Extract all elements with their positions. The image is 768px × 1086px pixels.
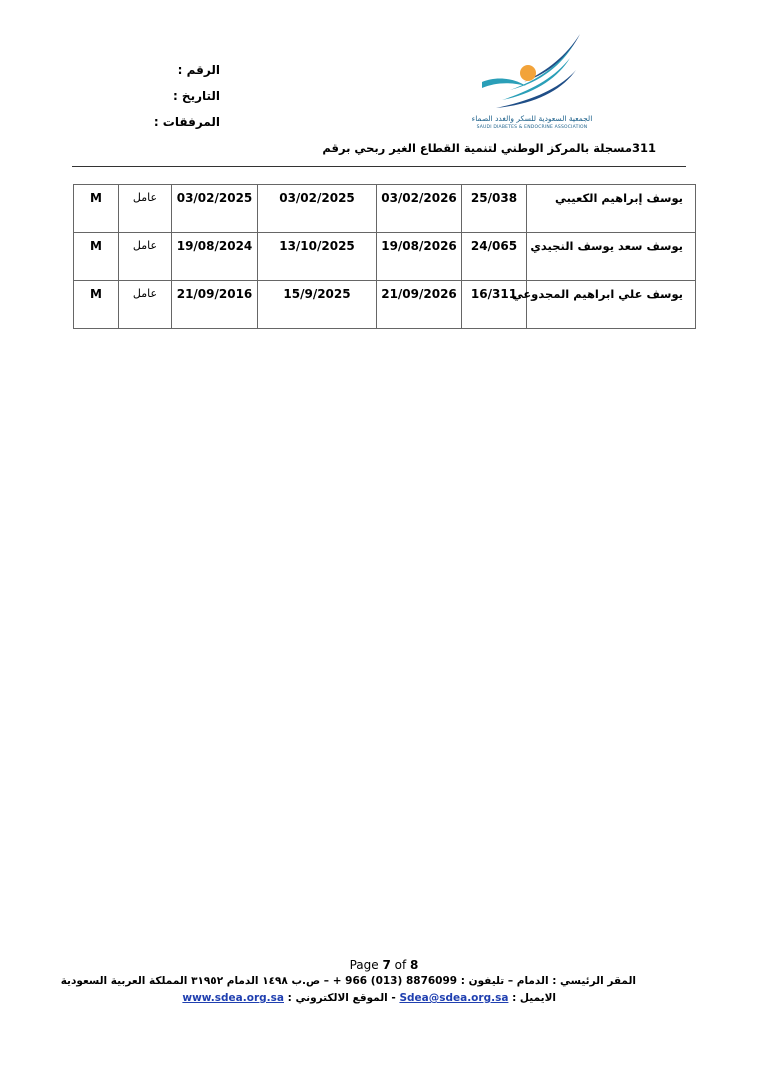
date-label: التاريخ :: [172, 89, 220, 103]
website-link[interactable]: www.sdea.org.sa: [182, 992, 284, 1004]
page-total: 8: [410, 958, 419, 972]
table-row: [74, 233, 696, 281]
footer-contact: [182, 992, 556, 1004]
website-label: الموقع الالكتروني :: [287, 992, 388, 1004]
date-cell: 03/02/2025: [258, 185, 377, 233]
table-row: [74, 185, 696, 233]
date-cell: 21/09/2026: [377, 281, 462, 329]
email-label: الايميل :: [512, 992, 556, 1004]
date-cell: 03/02/2025: [172, 185, 258, 233]
date-cell: 13/10/2025: [258, 233, 377, 281]
gender-cell: M: [74, 233, 119, 281]
association-logo: [462, 30, 602, 134]
email-link[interactable]: Sdea@sdea.org.sa: [399, 992, 509, 1004]
date-cell: 03/02/2026: [377, 185, 462, 233]
logo-arabic-text: الجمعية السعودية للسكر والغدد الصماء: [471, 114, 593, 123]
reference-number-label: الرقم :: [177, 63, 220, 77]
member-name-cell: يوسف علي ابراهيم المجدوعي: [527, 281, 696, 329]
table-row: [74, 281, 696, 329]
gender-cell: M: [74, 185, 119, 233]
header-divider: [72, 166, 686, 167]
registration-statement: 311مسجلة بالمركز الوطني لتنمية القطاع الغير ربحي برقم: [322, 141, 656, 155]
member-name-cell: يوسف سعد يوسف النجيدي: [527, 233, 696, 281]
membership-type-cell: عامل: [119, 281, 172, 329]
logo-mark-icon: [462, 30, 602, 114]
member-number-cell: 16/311: [462, 281, 527, 329]
membership-type-cell: عامل: [119, 233, 172, 281]
footer-address: المقر الرئيسي : الدمام – تليفون : 8876099 (013) 966 + – ص.ب ١٤٩٨ الدمام ٣١٩٥٢ المملكة العربية السعودية: [60, 975, 636, 987]
date-cell: 19/08/2026: [377, 233, 462, 281]
footer-separator: -: [391, 992, 396, 1004]
logo-english-text: SAUDI DIABETES & ENDOCRINE ASSOCIATION: [476, 125, 588, 130]
attachments-label: المرفقات :: [153, 115, 220, 129]
gender-cell: M: [74, 281, 119, 329]
member-name-cell: يوسف إبراهيم الكعيبي: [527, 185, 696, 233]
members-table: [73, 184, 696, 329]
date-cell: 15/9/2025: [258, 281, 377, 329]
date-cell: 21/09/2016: [172, 281, 258, 329]
page-of: of: [390, 958, 411, 972]
member-number-cell: 25/038: [462, 185, 527, 233]
member-number-cell: 24/065: [462, 233, 527, 281]
membership-type-cell: عامل: [119, 185, 172, 233]
page-current: 7: [382, 958, 391, 972]
page-number: [0, 958, 768, 972]
page-prefix: Page: [349, 958, 383, 972]
date-cell: 19/08/2024: [172, 233, 258, 281]
